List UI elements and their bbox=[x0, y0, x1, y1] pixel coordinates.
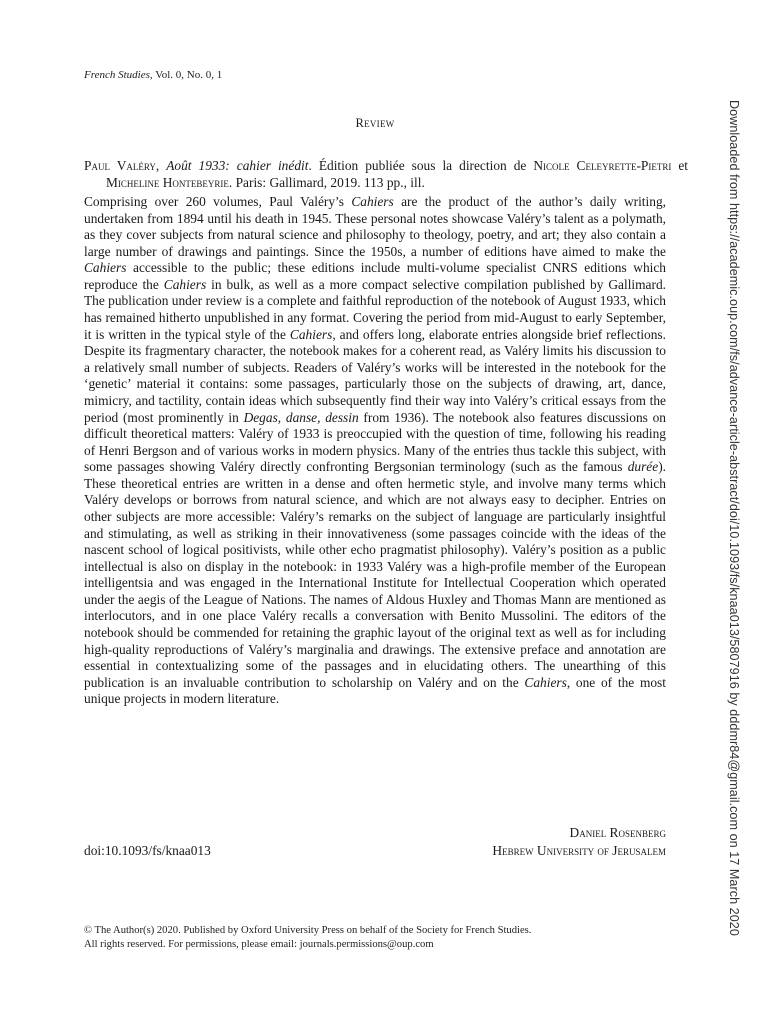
download-watermark-text: Downloaded from https://academic.oup.com/fs/advance-article-abstract/doi/10.1093/fs/knaa013/5807916 by dddmr84@gmail.com on 17 March 2020 bbox=[727, 100, 741, 936]
citation-sep: , bbox=[155, 158, 167, 173]
copyright-footer bbox=[84, 924, 684, 951]
citation-title: Août 1933: cahier inédit bbox=[166, 158, 309, 173]
citation-text-2: et bbox=[671, 158, 689, 173]
body-italic-2: Cahiers bbox=[84, 260, 127, 276]
citation-text-3: . Paris: Gallimard, 2019. 113 pp., ill. bbox=[228, 174, 425, 190]
body-seg-5: , and offers long, elaborate entries alongside brief reflections. Despite its fragmentary character, the notebook makes for a coherent read, as Valéry limits his discussion to a relatively small number of subjects. Readers of Valéry’s works will be interested in the notebook for the ‘genetic’ material it contains: some passages, particularly those on the subjects of drawing, art, dance, mimicry, and tactility, contain ideas which subsequently find their way into Valéry’s critical essays from the period (most prominently in bbox=[84, 326, 666, 425]
signature-row-1 bbox=[84, 824, 666, 842]
signature-row-2 bbox=[84, 842, 666, 860]
journal-name: French Studies bbox=[84, 69, 150, 81]
body-seg-3: accessible to the public; these editions include multi-volume specialist CNRS editions which reproduce the bbox=[84, 260, 666, 292]
citation-text-1: . Édition publiée sous la direction de bbox=[308, 158, 534, 173]
section-title: Review bbox=[355, 116, 395, 130]
download-watermark bbox=[724, 100, 744, 936]
reviewer-affiliation: Hebrew University of Jerusalem bbox=[492, 843, 666, 858]
running-head bbox=[84, 69, 222, 81]
review-body bbox=[84, 194, 666, 708]
signature-block bbox=[84, 824, 666, 860]
journal-volume: , Vol. 0, No. 0, 1 bbox=[149, 69, 223, 81]
citation-editor-1: Nicole Celeyrette-Pietri bbox=[533, 158, 672, 173]
book-citation bbox=[84, 158, 688, 191]
body-seg-4: in bulk, as well as a more compact selective compilation published by Gallimard. The publication under review is a complete and faithful reproduction of the notebook of August 1933, which has remained hitherto unpublished in any format. Covering the period from mid-August to early September, it is written in the typical style of the bbox=[84, 276, 666, 342]
reviewer-name: Daniel Rosenberg bbox=[569, 825, 666, 840]
body-italic-1: Cahiers bbox=[351, 194, 394, 209]
citation-author: Paul Valéry bbox=[84, 158, 156, 173]
body-seg-1: Comprising over 260 volumes, Paul Valéry’s bbox=[84, 194, 352, 209]
body-italic-3: Cahiers bbox=[163, 276, 207, 292]
copyright-line-2: All rights reserved. For permissions, please email: journals.permissions@oup.com bbox=[84, 938, 434, 950]
body-seg-8: , one of the most unique projects in modern literature. bbox=[84, 674, 666, 707]
body-italic-6: durée bbox=[627, 459, 659, 475]
body-seg-2: are the product of the author’s daily writing, undertaken from 1894 until his death in 1945. These personal notes showcase Valéry’s talent as a polymath, as they cover subjects from natural science and philosophy to theology, poetry, and art; they also contain a large number of drawings and paintings. Since the 1950s, a number of editions have aimed to make the bbox=[84, 194, 666, 259]
body-italic-4: Cahiers bbox=[289, 326, 333, 342]
copyright-line-1: © The Author(s) 2020. Published by Oxford University Press on behalf of the Society for French Studies. bbox=[84, 925, 532, 936]
body-seg-6: from 1936). The notebook also features discussions on difficult theoretical matters: Valéry of 1933 is preoccupied with the question of time, following his reading of Henri Bergson and of various works in modern physics. Many of the entries thus tackle this subject, with some passages showing Valéry directly confronting Bergsonian terminology (such as the famous bbox=[84, 409, 666, 475]
doi[interactable]: doi:10.1093/fs/knaa013 bbox=[84, 843, 211, 858]
body-italic-5: Degas, danse, dessin bbox=[243, 409, 359, 425]
body-seg-7: ). These theoretical entries are written in a dense and often hermetic style, and involve many terms which Valéry develops or borrows from natural science, and which are not always easy to decipher. Entries on other subjects are more accessible: Valéry’s remarks on the subject of language are particularly insightful and stimulating, as well as striking in their innovativeness (some passages coincide with the ideas of the nascent school of logical positivists, while other echo pragmatist philosophy). Valéry’s position as a public intellectual is also on display in the notebook: in 1933 Valéry was a high-profile member of the European intelligentsia and was engaged in the International Institute for Intellectual Cooperation which operated under the aegis of the League of Nations. The names of Aldous Huxley and Thomas Mann are mentioned as interlocutors, and in one place Valéry recalls a conversation with Benito Mussolini. The editors of the notebook should be commended for retaining the graphic layout of the original text as well as for including high-quality reproductions of Valéry’s marginalia and drawings. The extensive preface and annotation are essential in contextualizing some of the passages and in elucidating others. The unearthing of this publication is an invaluable contribution to scholarship on Valéry and on the bbox=[84, 459, 666, 690]
citation-editor-2: Micheline Hontebeyrie bbox=[106, 174, 229, 190]
body-italic-7: Cahiers bbox=[524, 674, 567, 690]
